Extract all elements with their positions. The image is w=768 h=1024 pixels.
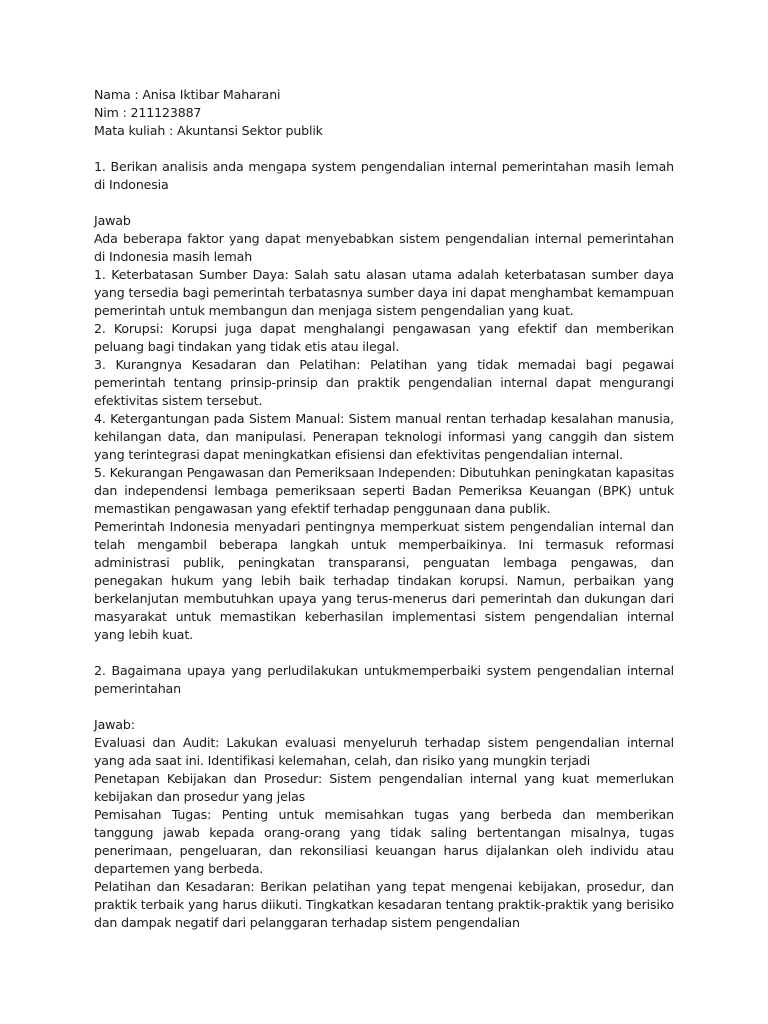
course-name: Mata kuliah : Akuntansi Sektor publik	[94, 123, 323, 138]
answer-1-point: 2. Korupsi: Korupsi juga dapat menghalangi pengawasan yang efektif dan memberikan peluang bagi tindakan yang tidak etis atau ilegal.	[94, 321, 674, 354]
student-nim: Nim : 211123887	[94, 105, 202, 120]
answer-2-point: Penetapan Kebijakan dan Prosedur: Sistem pengendalian internal yang kuat memerlukan kebijakan dan prosedur yang jelas	[94, 771, 674, 804]
answer-2-label: Jawab:	[94, 717, 135, 732]
question-1: 1. Berikan analisis anda mengapa system pengendalian internal pemerintahan masih lemah di Indonesia	[94, 159, 674, 192]
answer-2-point: Pelatihan dan Kesadaran: Berikan pelatihan yang tepat mengenai kebijakan, prosedur, dan praktik terbaik yang harus diikuti. Tingkatkan kesadaran tentang praktik-praktik yang berisiko dan dampak negatif dari pelanggaran terhadap sistem pengendalian	[94, 879, 674, 930]
spacer	[94, 194, 674, 212]
question-2: 2. Bagaimana upaya yang perludilakukan untukmemperbaiki system pengendalian internal pemerintahan	[94, 663, 674, 696]
student-name: Nama : Anisa Iktibar Maharani	[94, 87, 281, 102]
spacer	[94, 140, 674, 158]
answer-1-point: 5. Kekurangan Pengawasan dan Pemeriksaan Independen: Dibutuhkan peningkatan kapasitas dan independensi lembaga pemeriksaan seperti Badan Pemeriksa Keuangan (BPK) untuk memastikan pengawasan yang efektif terhadap penggunaan dana publik.	[94, 465, 674, 516]
answer-1-point: 3. Kurangnya Kesadaran dan Pelatihan: Pelatihan yang tidak memadai bagi pegawai pemerintah tentang prinsip-prinsip dan praktik pengendalian internal dapat mengurangi efektivitas sistem tersebut.	[94, 357, 674, 408]
spacer	[94, 698, 674, 716]
answer-2-point: Evaluasi dan Audit: Lakukan evaluasi menyeluruh terhadap sistem pengendalian internal yang ada saat ini. Identifikasi kelemahan, celah, dan risiko yang mungkin terjadi	[94, 735, 674, 768]
answer-1-conclusion: Pemerintah Indonesia menyadari pentingnya memperkuat sistem pengendalian internal dan telah mengambil beberapa langkah untuk memperbaikinya. Ini termasuk reformasi administrasi publik, peningkatan transparansi, penguatan lembaga pengawas, dan penegakan hukum yang lebih baik terhadap tindakan korupsi. Namun, perbaikan yang berkelanjutan membutuhkan upaya yang terus-menerus dari pemerintah dan dukungan dari masyarakat untuk memastikan keberhasilan implementasi sistem pengendalian internal yang lebih kuat.	[94, 519, 674, 642]
answer-1-intro: Ada beberapa faktor yang dapat menyebabkan sistem pengendalian internal pemerintahan di Indonesia masih lemah	[94, 231, 674, 264]
answer-2-point: Pemisahan Tugas: Penting untuk memisahkan tugas yang berbeda dan memberikan tanggung jawab kepada orang-orang yang tidak saling bertentangan misalnya, tugas penerimaan, pengeluaran, dan rekonsiliasi keuangan harus dijalankan oleh individu atau departemen yang berbeda.	[94, 807, 674, 876]
spacer	[94, 644, 674, 662]
answer-1-point: 1. Keterbatasan Sumber Daya: Salah satu alasan utama adalah keterbatasan sumber daya yang tersedia bagi pemerintah terbatasnya sumber daya ini dapat menghambat kemampuan pemerintah untuk membangun dan menjaga sistem pengendalian yang kuat.	[94, 267, 674, 318]
answer-1-point: 4. Ketergantungan pada Sistem Manual: Sistem manual rentan terhadap kesalahan manusia, kehilangan data, dan manipulasi. Penerapan teknologi informasi yang canggih dan sistem yang terintegrasi dapat meningkatkan efisiensi dan efektivitas pengendalian internal.	[94, 411, 674, 462]
answer-1-label: Jawab	[94, 213, 131, 228]
document-page	[94, 86, 674, 932]
